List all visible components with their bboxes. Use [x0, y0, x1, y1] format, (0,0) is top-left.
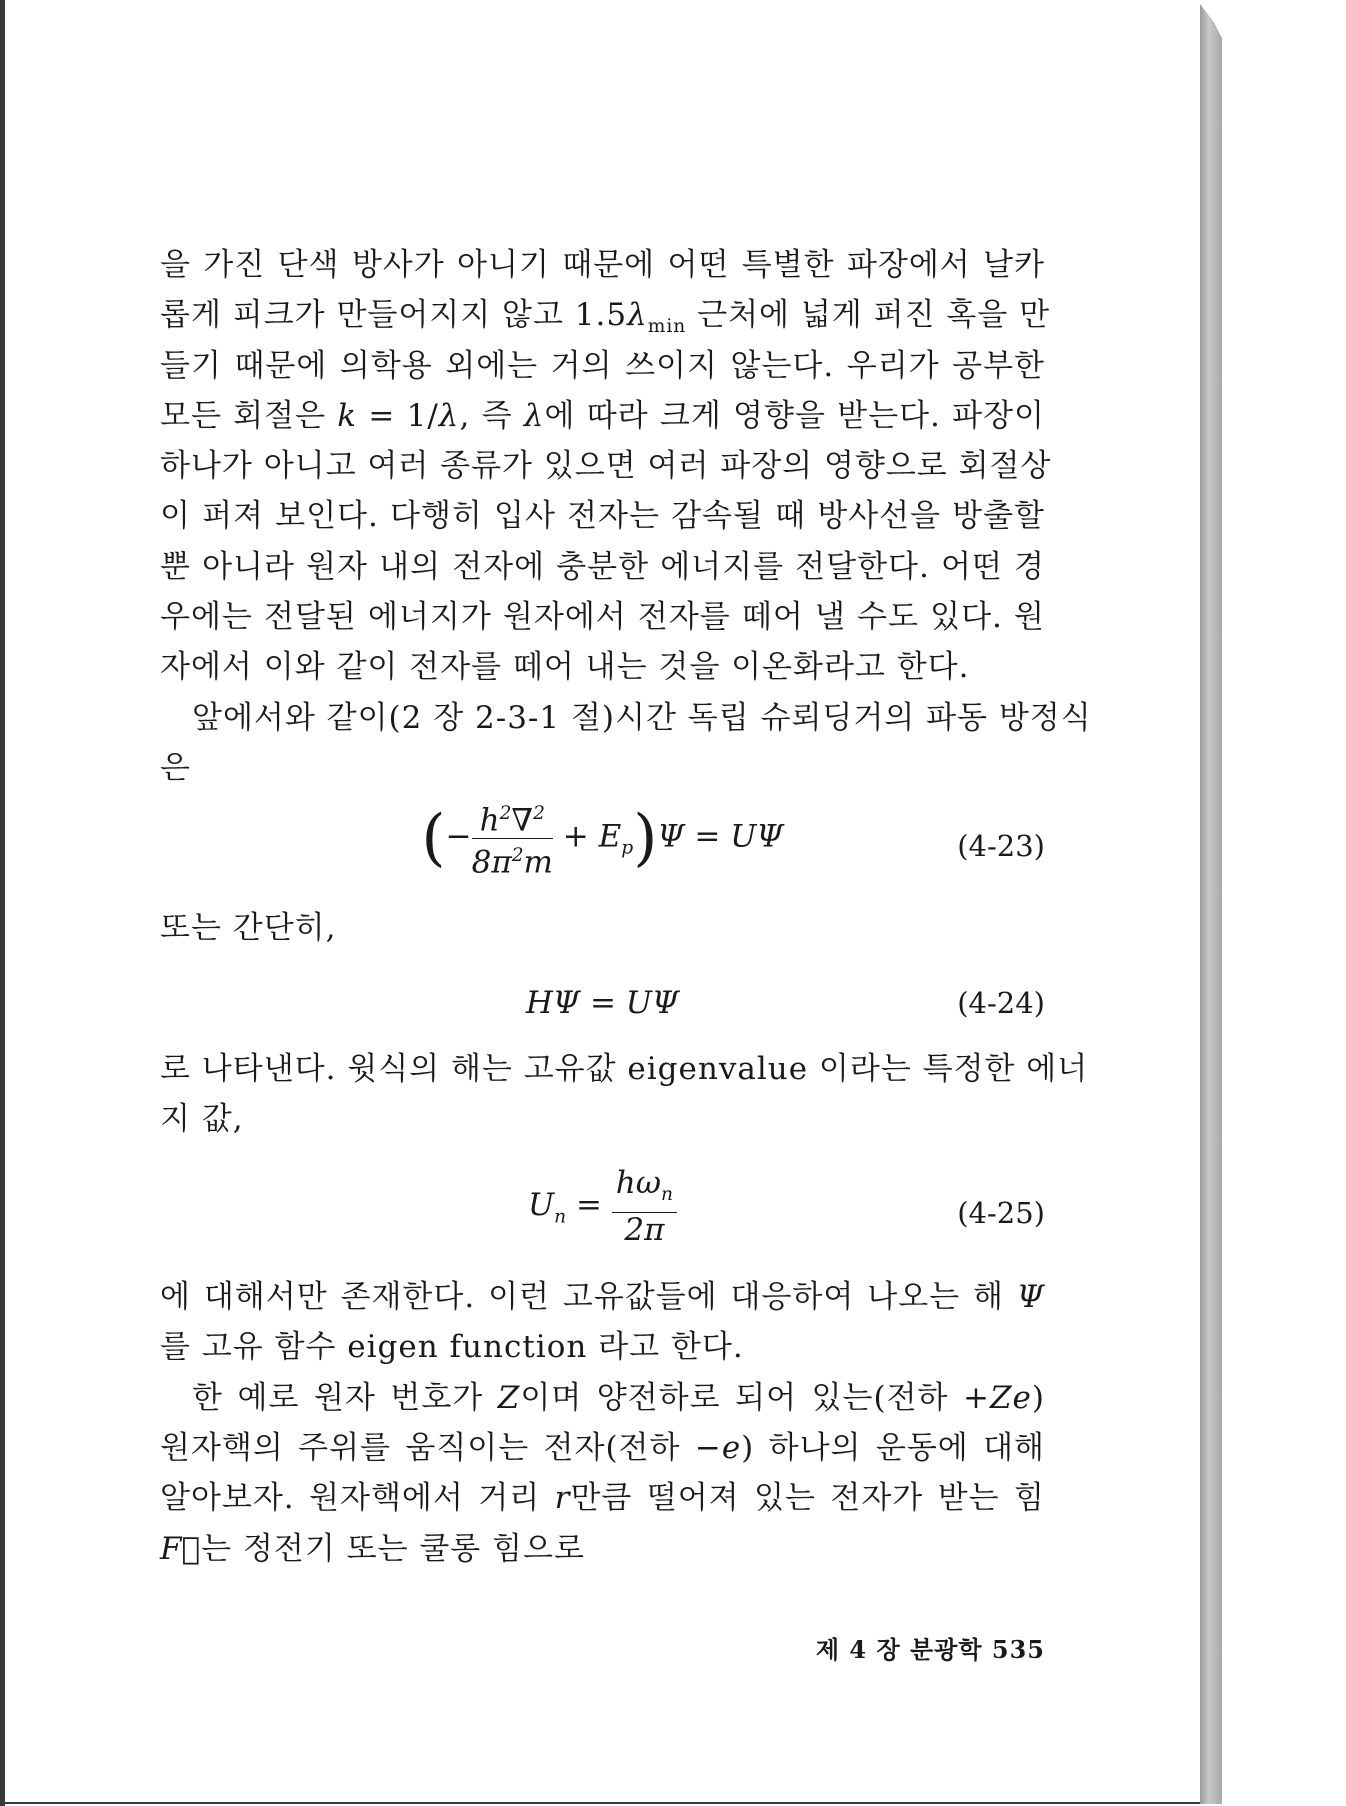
page-footer: 제 4 장 분광학 535 — [815, 1635, 1045, 1664]
equation-4-25 — [160, 1144, 1045, 1264]
page-body — [160, 240, 1092, 1574]
text-line: 롭게 피크가 만들어지지 않고 $1.5\lambda_{min}$ 근처에 넓게 퍼진 혹을 만 — [160, 297, 1051, 338]
equation-4-23 — [160, 793, 1045, 893]
text-line: 을 가진 단색 방사가 아니기 때문에 어떤 특별한 파장에서 날카 — [160, 247, 1045, 283]
equation-number: (4-24) — [957, 985, 1045, 1020]
text-line: 뿐 아니라 원자 내의 전자에 충분한 에너지를 전달한다. 어떤 경 — [160, 548, 1045, 585]
text-line: 자에서 이와 같이 전자를 떼어 내는 것을 이온화라고 한다. — [160, 649, 970, 686]
text-line: 우에는 전달된 에너지가 원자에서 전자를 떼어 낼 수도 있다. 원 — [160, 599, 1045, 636]
text-line: 앞에서와 같이(2 장 2-3-1 절)시간 독립 슈뢰딩거의 파동 방정식 — [192, 699, 1092, 736]
text-line: 에 대해서만 존재한다. 이런 고유값들에 대응하여 나오는 해 Ψ — [160, 1279, 1045, 1316]
page-stack-edge — [1200, 4, 1223, 1804]
text-line: 하나가 아니고 여러 종류가 있으면 여러 파장의 영향으로 회절상 — [160, 448, 1052, 485]
text-line: 또는 간단히, — [160, 910, 337, 947]
text-line: 로 나타낸다. 윗식의 해는 고유값 eigenvalue 이라는 특정한 에너 — [160, 1050, 1089, 1087]
equation-number: (4-23) — [957, 829, 1045, 864]
background — [1222, 0, 1346, 1806]
text-line: 한 예로 원자 번호가 Z이며 양전하로 되어 있는(전하 +Ze) — [192, 1379, 1045, 1416]
equation-body: HΨ = UΨ — [525, 984, 680, 1021]
equation-number: (4-25) — [957, 1196, 1045, 1231]
equation-body: $U_n$ = $\frac{h\omega_n}{2\pi}$ — [160, 1166, 1045, 1247]
text-line: 은 — [160, 749, 191, 786]
equation-4-24 — [160, 954, 1045, 1044]
text-line: 원자핵의 주위를 움직이는 전자(전하 −e) 하나의 운동에 대해 — [160, 1430, 1045, 1467]
text-line: 를 고유 함수 eigen function 라고 한다. — [160, 1329, 744, 1366]
text-line: 이 퍼져 보인다. 다행히 입사 전자는 감속될 때 방사선을 방출할 — [160, 498, 1045, 535]
text-line: 지 값, — [160, 1100, 244, 1137]
text-line: 알아보자. 원자핵에서 거리 r만큼 떨어져 있는 전자가 받는 힘 — [160, 1480, 1045, 1517]
text-line: F⃗는 정전기 또는 쿨롱 힘으로 — [160, 1530, 585, 1567]
equation-body: (− $\frac{h^2\nabla^2}{8\pi^2m}$ + $E_p)\Psi = U\Psi$ — [160, 797, 1045, 879]
text-line: 모든 회절은 k = 1/λ, 즉 λ에 따라 크게 영향을 받는다. 파장이 — [160, 397, 1045, 434]
text-line: 들기 때문에 의학용 외에는 거의 쓰이지 않는다. 우리가 공부한 — [160, 347, 1045, 384]
